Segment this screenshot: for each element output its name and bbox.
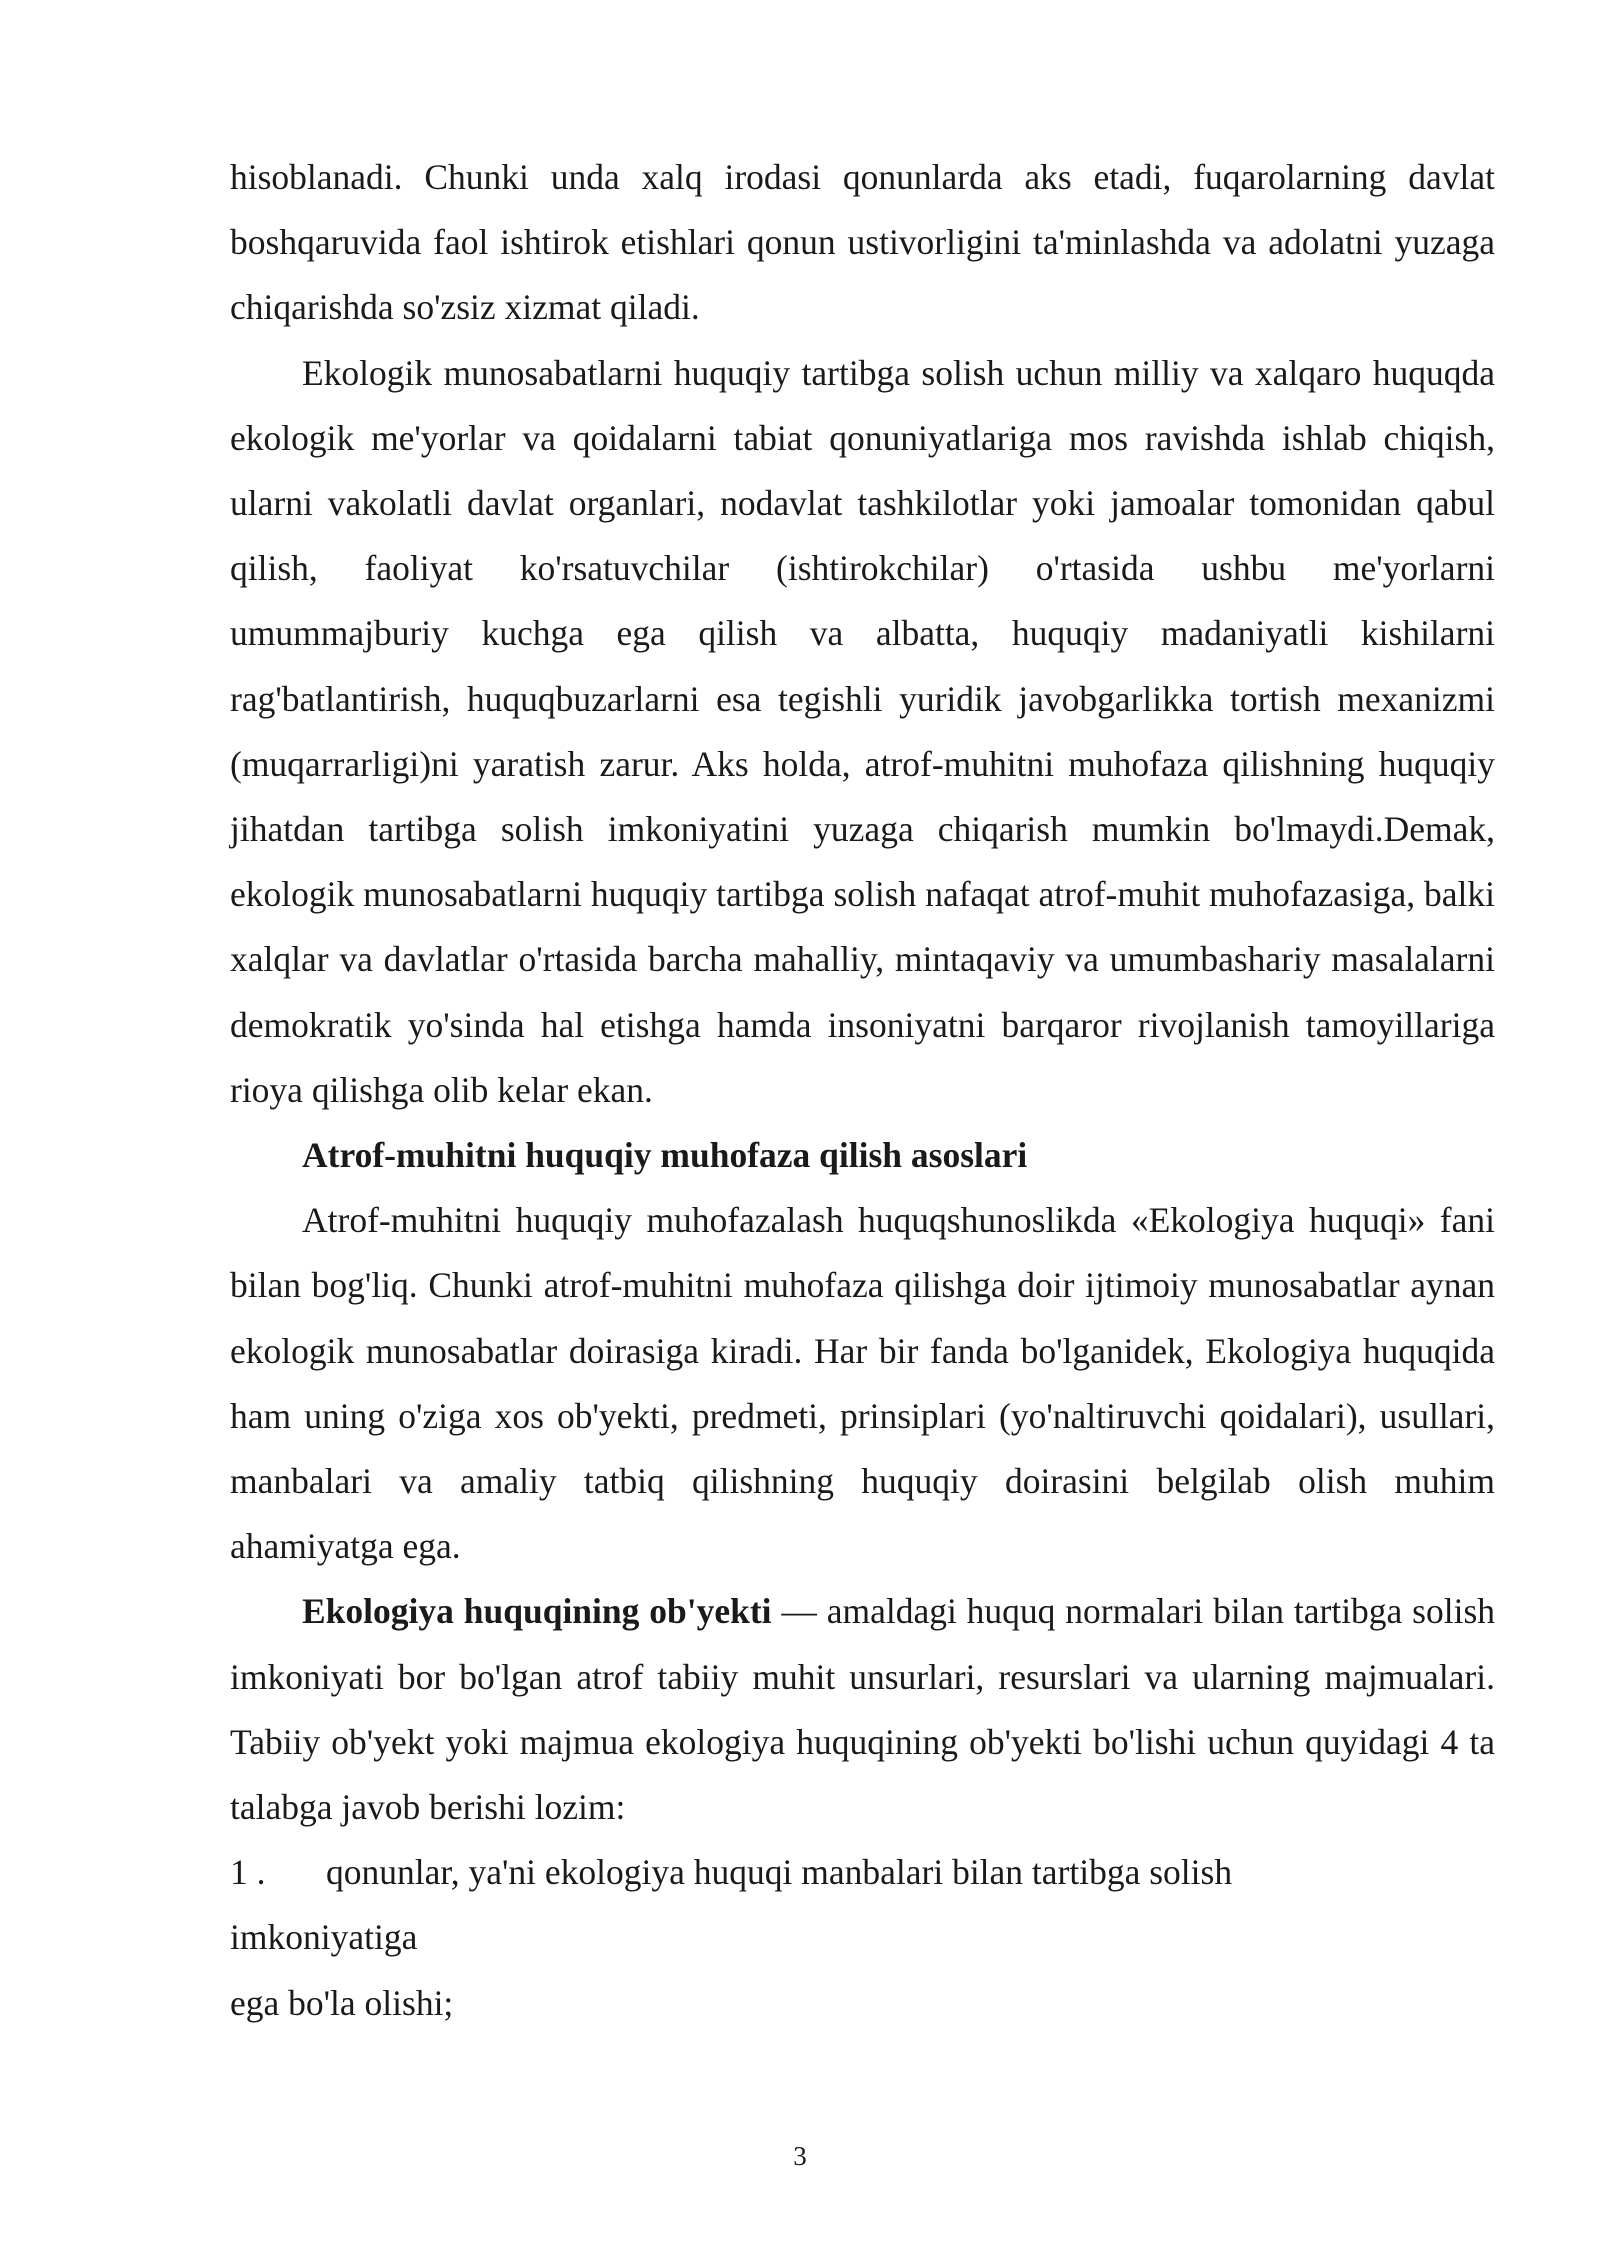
list-item-text: qonunlar, ya'ni ekologiya huquqi manbalari bilan tartibga solish <box>326 1852 1233 1893</box>
paragraph-object-definition <box>230 1579 1495 1840</box>
paragraph-ecology-law: Atrof-muhitni huquqiy muhofazalash huquqshunoslikda «Ekologiya huquqi» fani bilan bog'liq. Chunki atrof-muhitni muhofaza qilishga doir ijtimoiy munosabatlar aynan ekologik munosabatlar doirasiga kiradi. Har bir fanda bo'lganidek, Ekologiya huquqida ham uning o'ziga xos ob'yekti, predmeti, prinsiplari (yo'naltiruvchi qoidalari), usullari, manbalari va amaliy tatbiq qilishning huquqiy doirasini belgilab olish muhim ahamiyatga ega. <box>230 1200 1495 1567</box>
section-heading: Atrof-muhitni huquqiy muhofaza qilish asoslari <box>302 1135 1028 1176</box>
paragraph-intro: hisoblanadi. Chunki unda xalq irodasi qonunlarda aks etadi, fuqarolarning davlat boshqaruvida faol ishtirok etishlari qonun ustivorligini ta'minlashda va adolatni yuzaga chiqarishda so'zsiz xizmat qiladi. <box>230 157 1495 328</box>
list-item-1 <box>230 1840 1495 1905</box>
paragraph-regulation: Ekologik munosabatlarni huquqiy tartibga solish uchun milliy va xalqaro huquqda ekologik me'yorlar va qoidalarni tabiat qonuniyatlariga mos ravishda ishlab chiqish, ularni vakolatli davlat organlari, nodavlat tashkilotlar yoki jamoalar tomonidan qabul qilish, faoliyat ko'rsatuvchilar (ishtirokchilar) o'rtasida ushbu me'yorlarni umummajburiy kuchga ega qilish va albatta, huquqiy madaniyatli kishilarni rag'batlantirish, huquqbuzarlarni esa tegishli yuridik javobgarlikka tortish mexanizmi (muqarrarligi)ni yaratish zarur. Aks holda, atrof-muhitni muhofaza qilishning huquqiy jihatdan tartibga solish imkoniyatini yuzaga chiqarish mumkin bo'lmaydi.Demak, ekologik munosabatlarni huquqiy tartibga solish nafaqat atrof-muhit muhofazasiga, balki xalqlar va davlatlar o'rtasida barcha mahalliy, mintaqaviy va umumbashariy masalalarni demokratik yo'sinda hal etishga hamda insoniyatni barqaror rivojlanish tamoyillariga rioya qilishga olib kelar ekan. <box>230 352 1495 1110</box>
em-dash: — <box>771 1591 827 1632</box>
document-page <box>230 145 1495 2036</box>
page-number: 3 <box>793 2141 807 2171</box>
list-number: 1 . <box>230 1852 266 1893</box>
bold-term: Ekologiya huquqining ob'yekti <box>302 1591 772 1632</box>
list-continuation-1: imkoniyatiga <box>230 1917 418 1958</box>
list-continuation-2: ega bo'la olishi; <box>230 1982 454 2023</box>
definition-text: amaldagi huquq normalari bilan tartibga solish imkoniyati bor bo'lgan atrof tabiiy muhit unsurlari, resurslari va ularning majmualari. Tabiiy ob'yekt yoki majmua ekologiya huquqining ob'yekti bo'lishi uchun quyidagi 4 ta talabga javob berishi lozim: <box>230 1591 1496 1828</box>
